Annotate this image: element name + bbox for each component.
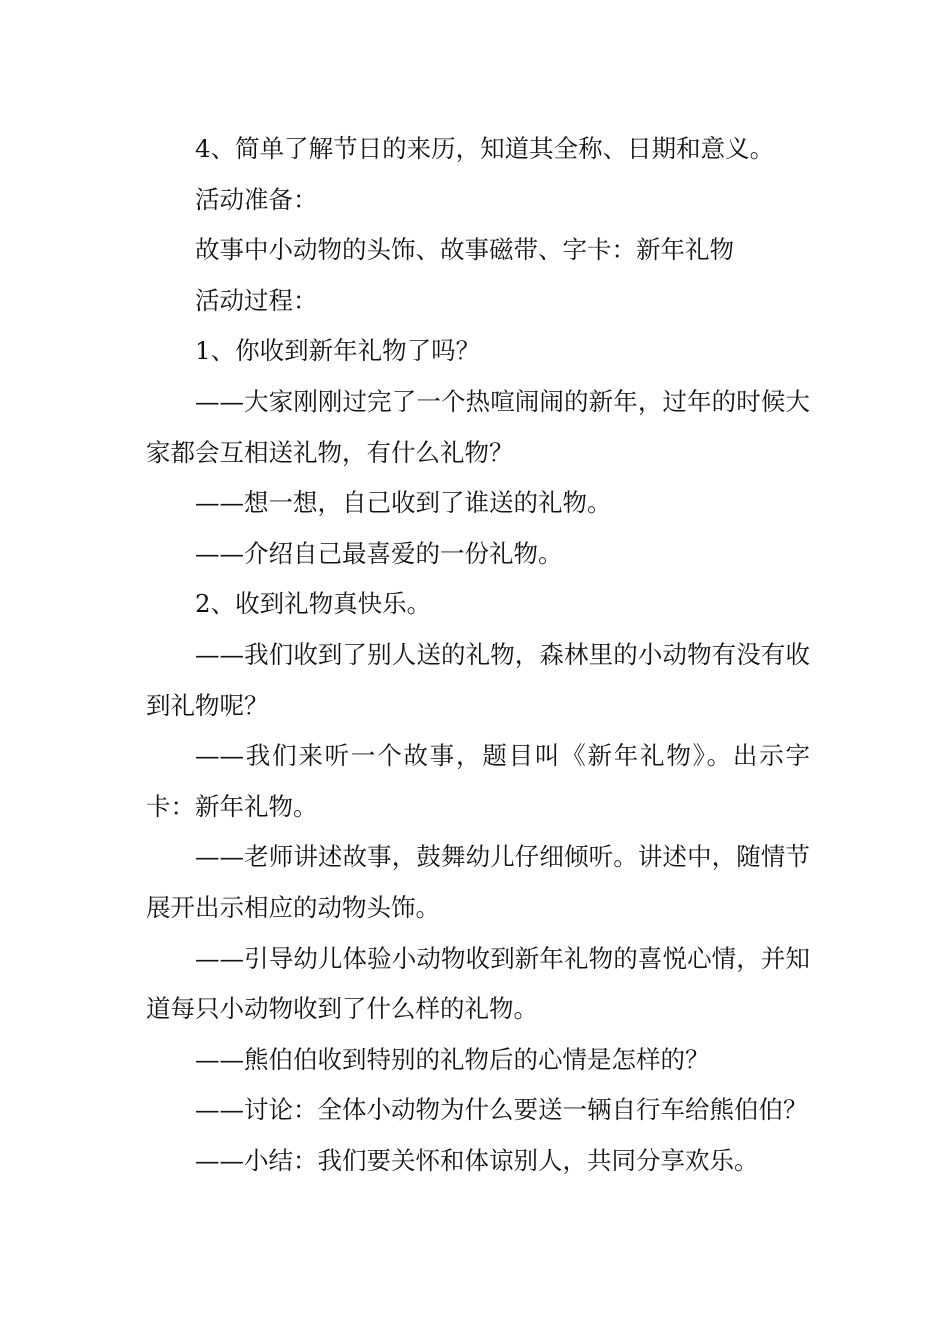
process-step-2: 2、收到礼物真快乐。 xyxy=(195,589,432,619)
preparation-materials: 故事中小动物的头饰、故事磁带、字卡：新年礼物 xyxy=(195,235,734,265)
process-paragraph: ——引导幼儿体验小动物收到新年礼物的喜悦心情，并知道每只小动物收到了什么样的礼物。 xyxy=(146,943,810,1024)
section-heading-preparation: 活动准备： xyxy=(195,184,318,214)
document-body xyxy=(146,124,810,1186)
process-paragraph: ——老师讲述故事，鼓舞幼儿仔细倾听。讲述中，随情节展开出示相应的动物头饰。 xyxy=(146,842,810,922)
objective-item-4: 4、简单了解节日的来历，知道其全称、日期和意义。 xyxy=(195,134,775,163)
process-summary: ——小结：我们要关怀和体谅别人，共同分享欢乐。 xyxy=(195,1145,759,1175)
process-paragraph: ——我们来听一个故事，题目叫《新年礼物》。出示字卡：新年礼物。 xyxy=(146,741,810,821)
process-paragraph: ——想一想，自己收到了谁送的礼物。 xyxy=(195,488,612,518)
process-paragraph: ——大家刚刚过完了一个热喧闹闹的新年，过年的时候大家都会互相送礼物，有什么礼物？ xyxy=(146,386,810,467)
process-paragraph: ——讨论：全体小动物为什么要送一辆自行车给熊伯伯？ xyxy=(195,1095,808,1125)
process-step-1: 1、你收到新年礼物了吗？ xyxy=(195,336,481,366)
section-heading-process: 活动过程： xyxy=(195,285,318,315)
process-paragraph: ——我们收到了别人送的礼物，森林里的小动物有没有收到礼物呢？ xyxy=(146,639,810,720)
process-paragraph: ——熊伯伯收到特别的礼物后的心情是怎样的？ xyxy=(195,1044,710,1074)
process-paragraph: ——介绍自己最喜爱的一份礼物。 xyxy=(195,538,563,568)
